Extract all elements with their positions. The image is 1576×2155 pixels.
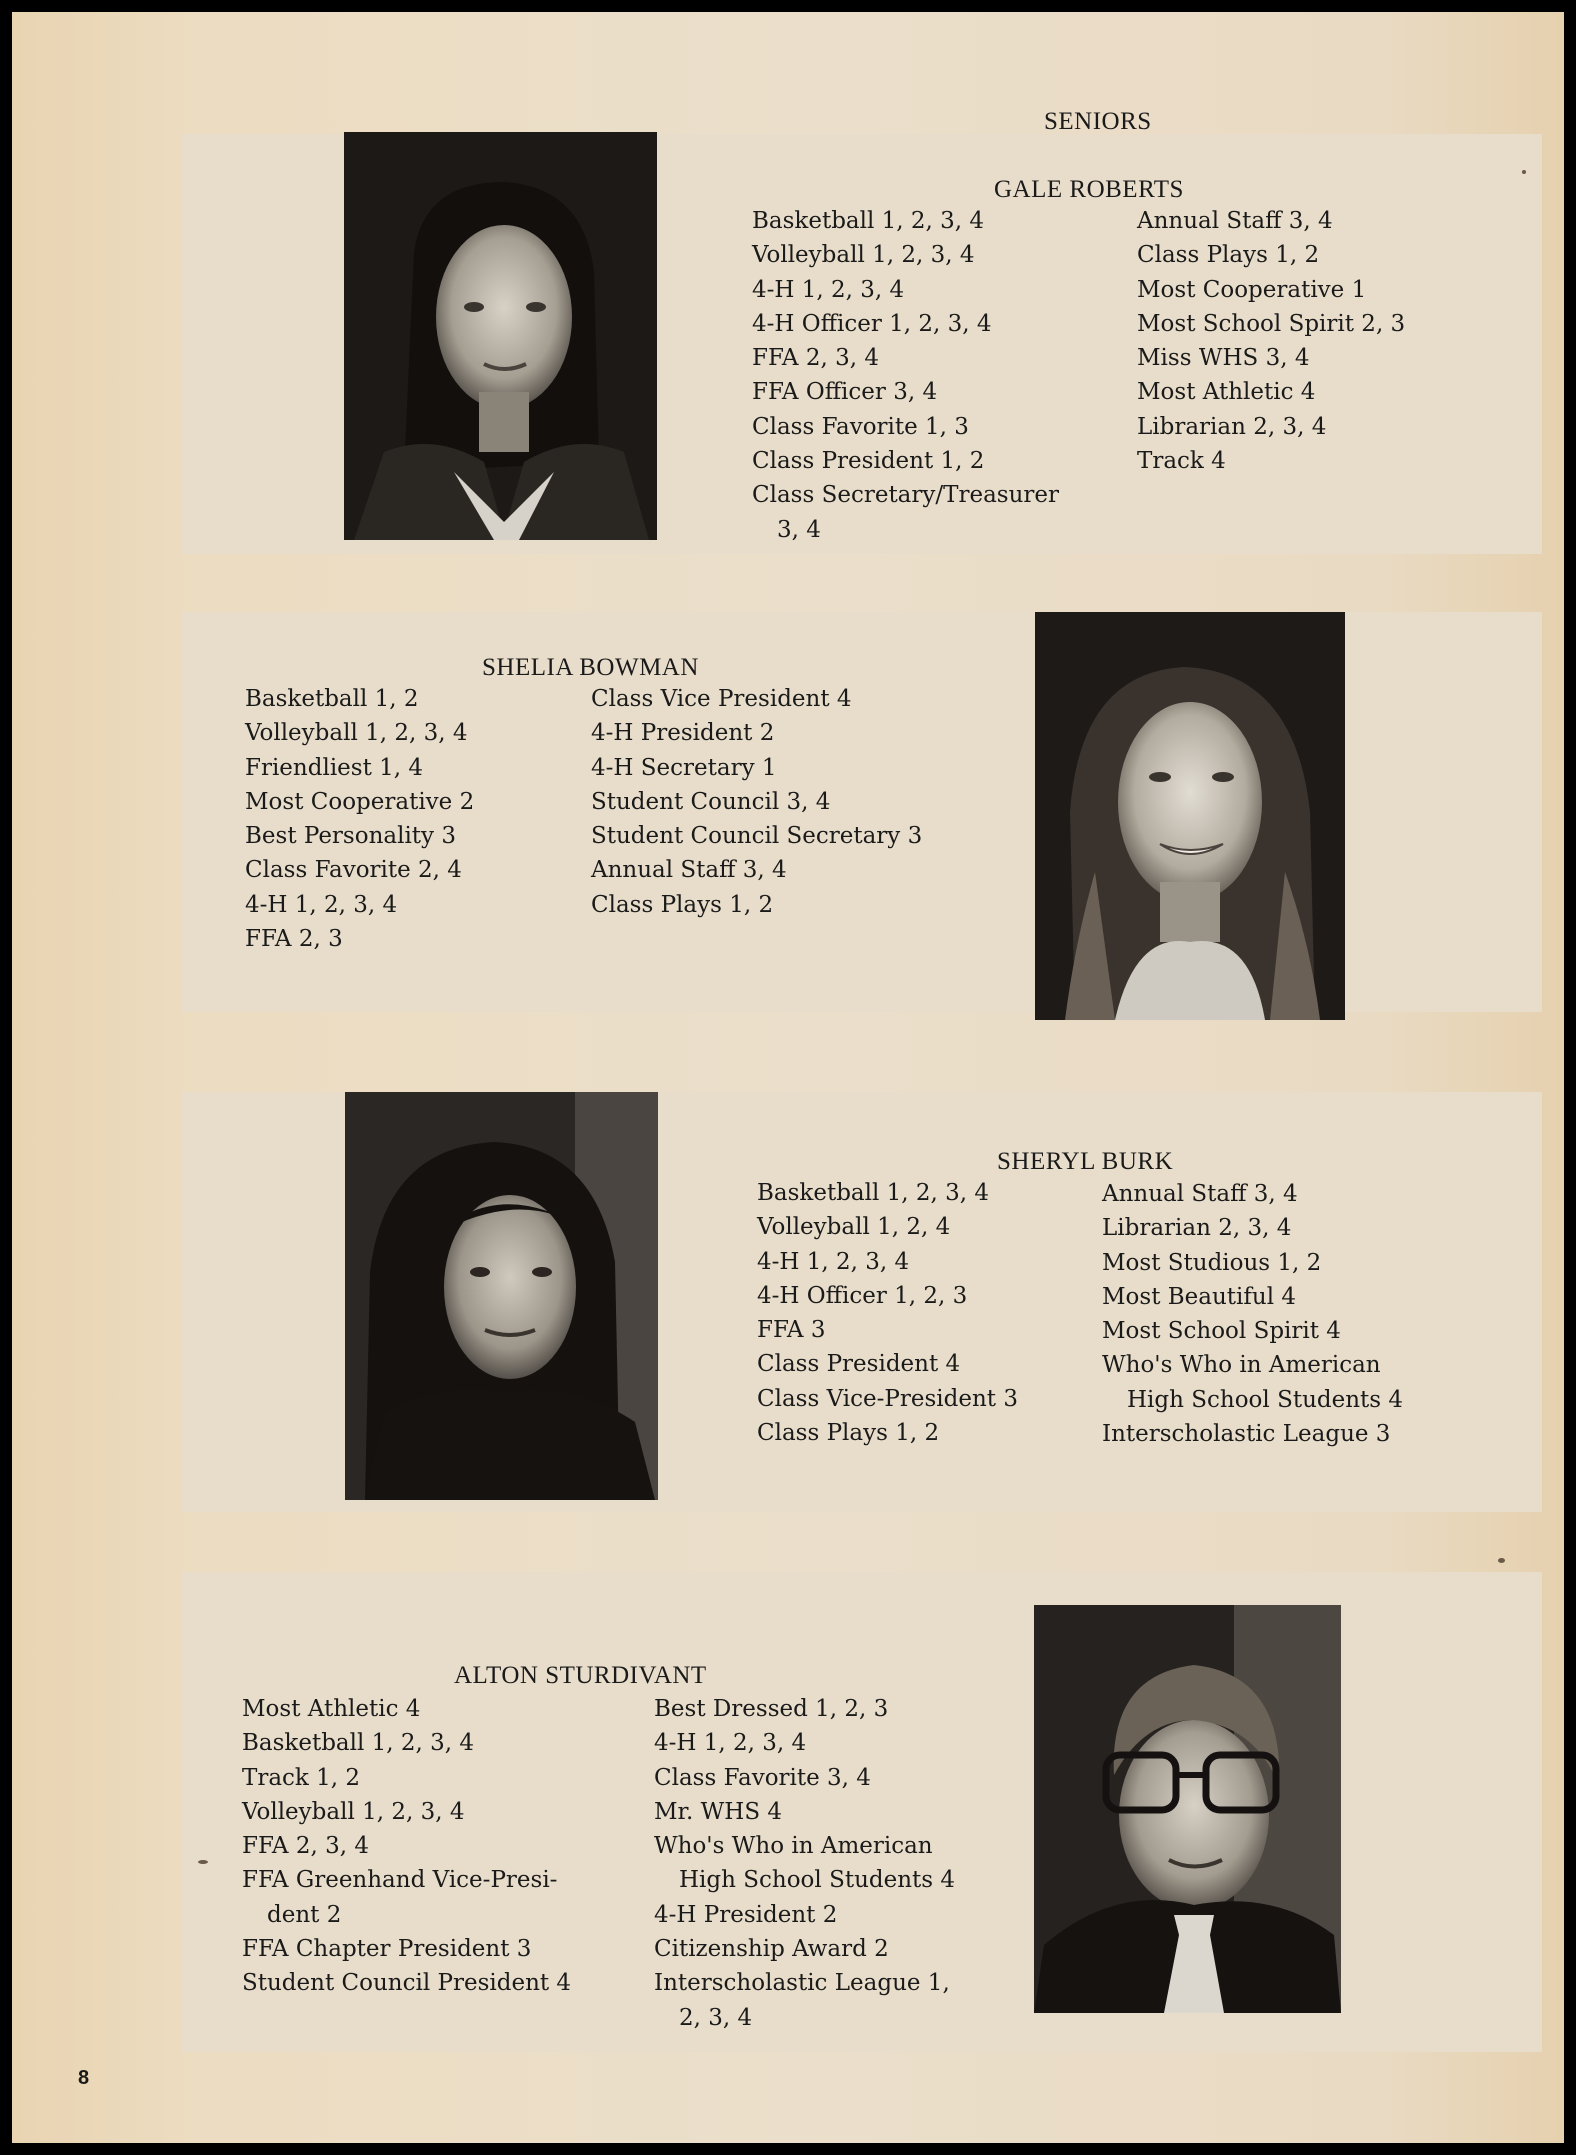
- activities-column-left: [752, 204, 1059, 547]
- activity-item: Mr. WHS 4: [654, 1798, 783, 1825]
- activity-item: 4-H 1, 2, 3, 4: [752, 276, 905, 303]
- activity-item: Track 4: [1137, 448, 1226, 475]
- activities-column-right: [1137, 204, 1405, 478]
- activity-item: Student Council President 4: [242, 1970, 572, 1997]
- activity-item: Interscholastic League 1,: [654, 1970, 950, 1997]
- activity-item: Class Favorite 3, 4: [654, 1764, 871, 1791]
- portrait-photo: [345, 1092, 658, 1500]
- activities-column-right: [1102, 1177, 1403, 1451]
- activity-item: dent 2: [267, 1901, 342, 1928]
- activity-item: FFA 3: [757, 1317, 826, 1344]
- activity-item: FFA 2, 3, 4: [752, 345, 879, 372]
- portrait-alton-sturdivant: [1034, 1605, 1341, 2013]
- activity-item: Volleyball 1, 2, 3, 4: [245, 720, 468, 747]
- activity-item: Class Plays 1, 2: [591, 891, 774, 918]
- activity-item: Volleyball 1, 2, 3, 4: [242, 1798, 465, 1825]
- activity-item: Most School Spirit 4: [1102, 1318, 1341, 1345]
- activity-item: FFA 2, 3: [245, 926, 343, 953]
- activity-item: Interscholastic League 3: [1102, 1421, 1391, 1448]
- activity-item: Miss WHS 3, 4: [1137, 345, 1310, 372]
- portrait-gale-roberts: [344, 132, 657, 540]
- activity-item: Most Athletic 4: [242, 1696, 421, 1722]
- activity-item: Class President 1, 2: [752, 448, 985, 475]
- activity-item: Class President 4: [757, 1351, 961, 1378]
- activity-item: Basketball 1, 2, 3, 4: [752, 208, 985, 234]
- portrait-photo: [1035, 612, 1345, 1020]
- senior-name: ALTON STURDIVANT: [454, 1662, 707, 1689]
- activity-item: FFA 2, 3, 4: [242, 1833, 369, 1860]
- page-title: SENIORS: [1044, 108, 1152, 135]
- activities-column-right: [654, 1692, 955, 2035]
- activity-item: Who's Who in American: [1102, 1352, 1381, 1379]
- activity-item: Volleyball 1, 2, 4: [757, 1214, 951, 1241]
- page-number: 8: [78, 2067, 90, 2089]
- portrait-shelia-bowman: [1035, 612, 1345, 1020]
- activity-item: Best Dressed 1, 2, 3: [654, 1696, 889, 1722]
- activity-item: Track 1, 2: [242, 1764, 361, 1791]
- activity-item: 4-H Officer 1, 2, 3: [757, 1282, 968, 1309]
- portrait-photo: [1034, 1605, 1341, 2013]
- activity-item: 4-H 1, 2, 3, 4: [245, 891, 398, 918]
- activity-item: Best Personality 3: [245, 823, 456, 850]
- activity-item: Student Council 3, 4: [591, 788, 831, 815]
- activity-item: FFA Chapter President 3: [242, 1936, 532, 1963]
- activity-item: Basketball 1, 2: [245, 686, 419, 712]
- activity-item: Annual Staff 3, 4: [591, 857, 787, 884]
- activities-column-left: [245, 682, 474, 956]
- activity-item: Class Plays 1, 2: [1137, 242, 1320, 269]
- activity-item: Most Athletic 4: [1137, 379, 1316, 406]
- activity-item: Librarian 2, 3, 4: [1137, 413, 1327, 440]
- activity-item: 4-H Secretary 1: [591, 754, 777, 781]
- activity-item: 2, 3, 4: [679, 2004, 753, 2031]
- activity-item: 4-H 1, 2, 3, 4: [654, 1730, 807, 1757]
- activity-item: 4-H Officer 1, 2, 3, 4: [752, 310, 992, 337]
- activity-item: Librarian 2, 3, 4: [1102, 1215, 1292, 1242]
- activity-item: Citizenship Award 2: [654, 1936, 889, 1963]
- activity-item: Most Beautiful 4: [1102, 1283, 1297, 1310]
- activity-item: Class Plays 1, 2: [757, 1420, 940, 1447]
- activity-item: 4-H President 2: [591, 720, 775, 747]
- activity-item: Basketball 1, 2, 3, 4: [242, 1730, 475, 1757]
- dust-speck: [198, 1860, 208, 1864]
- activity-item: Class Favorite 2, 4: [245, 857, 462, 884]
- senior-name: GALE ROBERTS: [994, 176, 1184, 203]
- portrait-sheryl-burk: [345, 1092, 658, 1500]
- senior-name: SHELIA BOWMAN: [482, 654, 699, 681]
- activity-item: Student Council Secretary 3: [591, 823, 923, 850]
- activity-item: 4-H President 2: [654, 1901, 838, 1928]
- activity-item: Basketball 1, 2, 3, 4: [757, 1180, 990, 1206]
- dust-speck: [1498, 1558, 1505, 1563]
- activity-item: Most Studious 1, 2: [1102, 1249, 1322, 1276]
- activity-item: Most Cooperative 2: [245, 788, 475, 815]
- activity-item: High School Students 4: [1127, 1386, 1404, 1413]
- activity-item: Volleyball 1, 2, 3, 4: [752, 242, 975, 269]
- activity-item: Class Vice-President 3: [757, 1385, 1018, 1412]
- activity-item: Friendliest 1, 4: [245, 754, 424, 781]
- senior-name: SHERYL BURK: [997, 1148, 1174, 1175]
- activity-item: High School Students 4: [679, 1867, 956, 1894]
- activity-item: Annual Staff 3, 4: [1102, 1181, 1298, 1207]
- activity-item: Class Favorite 1, 3: [752, 413, 969, 440]
- portrait-photo: [344, 132, 657, 540]
- activities-column-right: [591, 682, 922, 922]
- yearbook-page: [12, 12, 1564, 2143]
- activity-item: FFA Greenhand Vice-Presi-: [242, 1867, 558, 1894]
- activity-item: FFA Officer 3, 4: [752, 379, 938, 406]
- activity-item: Who's Who in American: [654, 1833, 933, 1860]
- activity-item: 3, 4: [777, 516, 821, 543]
- activities-column-left: [242, 1692, 571, 2001]
- activities-column-left: [757, 1176, 1018, 1450]
- activity-item: Annual Staff 3, 4: [1137, 208, 1333, 234]
- activity-item: Most Cooperative 1: [1137, 276, 1367, 303]
- dust-speck: [1522, 170, 1526, 174]
- activity-item: Class Vice President 4: [591, 686, 852, 712]
- activity-item: Most School Spirit 2, 3: [1137, 310, 1406, 337]
- activity-item: 4-H 1, 2, 3, 4: [757, 1248, 910, 1275]
- activity-item: Class Secretary/Treasurer: [752, 482, 1060, 509]
